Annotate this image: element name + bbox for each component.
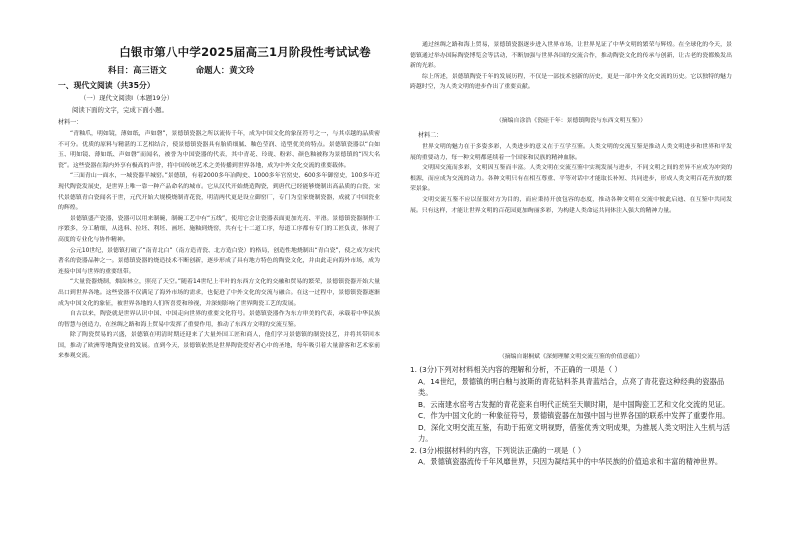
paragraph: 世界文明的魅力在于多姿多彩，人类进步的意义在于互学互鉴。人类文明的交流互鉴是推动人类文明进步和世界和平发展的重要动力，每一种文明都延续着一个国家和民族的精神血脉。 <box>410 144 732 161</box>
paragraph: “青釉爪，明如镜，薄如纸，声如磬”，景德镇瓷器之所以流传千年，成为中国文化的象征符号之一，与其卓越的品质密不可分。优质的原料与精湛的工艺相结合，使景德镇瓷器具有胎质细腻、釉色莹润、造型优美的特点。景德镇瓷器以“白如玉、明如镜、薄如纸、声如磬”而闻名，被誉为中国瓷器的代表，其中青花、玲珑、粉彩、颜色釉被称为景德镇的“四大名瓷”。这些瓷器在海内外享有极高的声誉，将中国传统艺术之美传播到世界各地，成为中外文化交流的重要载体。 <box>58 131 380 169</box>
paragraph: 综上所述，景德镇陶瓷千年的发展历程，不仅是一部技术创新的历史，更是一部中外文化交流的历史。它以独特的魅力跨越时空，为人类文明的进步作出了重要贡献。 <box>410 73 732 91</box>
source-citation-two: （摘编自谢桐斌《深刻理解文明交流互鉴的价值意蕴》） <box>498 354 644 360</box>
paragraph: 除了陶瓷贸易的兴盛，景德镇在明清时期还迎来了大量外国工匠和商人，他们学习景德镇的制瓷技艺，并将其带回本国，推动了欧洲等地陶瓷业的发展。直到今天，景德镇依然是世界陶瓷爱好者心中的圣地，每年吸引着大量游客和艺术家前来参观交流。 <box>58 332 380 360</box>
subsection-heading: （一）现代文阅读Ⅰ（本题19分） <box>80 94 174 102</box>
reading-instruction: 阅读下面的文字，完成下面小题。 <box>72 106 168 114</box>
paragraph: 文明交流互鉴不应以征服对方为目的，而应秉持开放包容的态度，推动各种文明在交流中彼此启迪、在互鉴中共同发展。只有这样，才能让世界文明的百花园更加绚丽多彩，为构建人类命运共同体注入强大的精神力量。 <box>410 196 732 214</box>
exam-subject-line: 科目：高三语文 命题人：黄文玲 <box>108 65 255 75</box>
paragraph: 公元10世纪，景德镇打破了“南青北白”（南方造青瓷、北方造白瓷）的格局，创造性地烧制出“青白瓷”，使之成为宋代著名的瓷器品种之一。景德镇瓷器的烧造技术不断创新，逐步形成了具有地方特色的陶瓷文化，并由此走向海外市场，成为连接中国与世界的重要纽带。 <box>58 247 380 275</box>
answer-option[interactable]: A．14世纪，景德镇的明白釉与波斯的青花钴料茶具青蓝结合，点亮了青花瓷这种经典的瓷器品类。 <box>418 376 725 397</box>
question-block <box>410 364 732 468</box>
question-stem: 1. (3分)下列对材料相关内容的理解和分析，不正确的一项是（ ） <box>410 365 622 374</box>
answer-option[interactable]: D．深化文明交流互鉴，有助于拓宽文明视野，借鉴优秀文明成果，为推展人类文明注入生机与活力。 <box>418 422 731 443</box>
answer-option[interactable]: B．云南建水窑考古发掘的青花瓷来自明代正统至天顺时期，是中国陶瓷工艺和文化交流的见证。 <box>418 399 730 409</box>
material-two-label: 材料二： <box>418 132 443 139</box>
paragraph: 景德镇盛产瓷器，瓷器可以用来制碗，制碗工艺中有“五线”，使用它会让瓷器表面更加光亮、平滑。景德镇瓷器制作工序繁多，分工精细，从选料、拉坯、利坯、画坯、施釉到烧窑，共有七十二道工序，每道工序都有专门的工匠负责，体现了高度的专业化与协作精神。 <box>58 215 380 243</box>
material-one-body <box>58 129 380 541</box>
paragraph: 通过丝绸之路和海上贸易，景德镇瓷器逐步进入世界市场，让世界见证了中华文明的繁荣与辉煌。在全球化的今天，景德镇通过举办国际陶瓷博览会等活动，不断加强与世界各国的交流合作，推动陶瓷文化的传承与创新，让古老的瓷都焕发出新的光彩。 <box>410 42 732 70</box>
exam-title: 白银市第八中学2025届高三1月阶段性考试试卷 <box>119 45 371 59</box>
paragraph: 自古以来，陶瓷就是世界认识中国、中国走向世界的重要文化符号。景德镇瓷器作为东方审美的代表，承载着中华民族的智慧与创造力，在丝绸之路和海上贸易中发挥了重要作用，推动了东西方文明的交流互鉴。 <box>58 311 380 328</box>
material-one-continued <box>410 40 732 112</box>
paragraph: “三面青山一面水，一城瓷器半城窑。”景德镇，有着2000多年冶陶史、1000多年官窑史、600多年御窑史，100多年近现代陶瓷发展史，是世界上唯一靠一种产品命名的城市。它从汉代开始烧造陶瓷，到唐代已经能够烧制出高品质的白瓷，宋代景德镇青白瓷闻名于世，元代开始大规模烧制青花瓷，明清两代更是设立御窑厂，专门为皇家烧制瓷器，成就了中国瓷业的辉煌。 <box>58 173 380 212</box>
answer-option[interactable]: C．作为中国文化的一种象征符号，景德镇瓷器在加强中国与世界各国的联系中发挥了重要作用。 <box>418 411 730 420</box>
paragraph: “大量瓷器烧制，烟囱林立，照亮了天空。”随着14世纪上半叶的东西方文化的交融和贸易的繁荣，景德镇瓷器开始大量出口到世界各地。这些瓷器不仅满足了海外市场的需求，也促进了中外文化的交流与融合。在这一过程中，景德镇瓷器逐渐成为中国文化的象征，被世界各地的人们所喜爱和珍视，并深刻影响了世界陶瓷工艺的发展。 <box>58 279 380 307</box>
source-citation-one: （摘编自涂浩《瓷硅千年：景德镇陶瓷与东西文明互鉴》） <box>495 118 647 124</box>
question-stem: 2. (3分)根据材料的内容，下列说法正确的一项是（ ） <box>410 445 586 455</box>
material-one-label: 材料一： <box>58 119 83 126</box>
answer-option[interactable]: A．景德镇瓷器流传千年风靡世界，只因为凝结其中的中华民族的价值追求和丰富的精神世界。 <box>418 457 723 466</box>
material-two-body <box>410 142 732 348</box>
paragraph: 文明因交流而多彩，文明因互鉴而丰富。人类文明在交流互鉴中实现发展与进步，不同文明之间的差异不应成为冲突的根源，而应成为交流的动力。各种文明只有在相互尊重、平等对话中才能取长补短、共同进步，形成人类文明百花齐放的繁荣景象。 <box>410 165 732 193</box>
section-heading: 一、现代文阅读（共35分） <box>58 81 155 90</box>
